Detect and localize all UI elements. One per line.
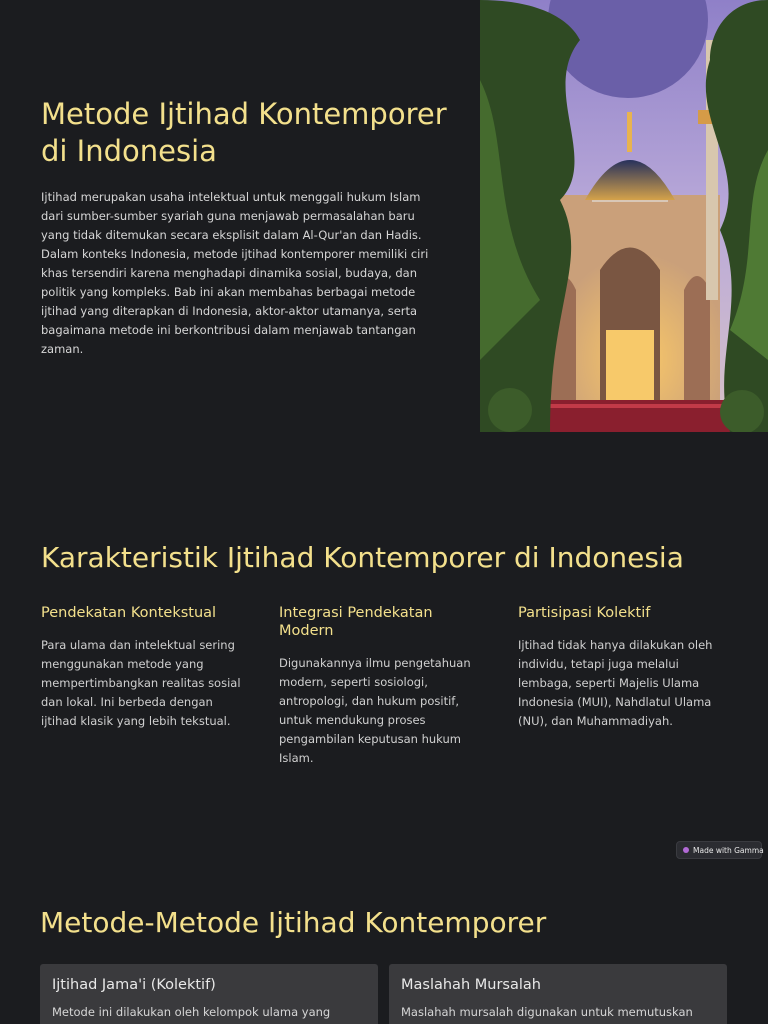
card-text: Maslahah mursalah digunakan untuk memutuskan: [401, 1005, 693, 1019]
card-title: Ijtihad Jama'i (Kolektif): [52, 977, 216, 993]
feature-contextual: [41, 604, 251, 731]
method-card-maslahah-mursalah: [389, 964, 727, 1024]
mosque-image: [480, 0, 768, 432]
feature-title: Integrasi Pendekatan Modern: [279, 605, 433, 639]
card-title: Maslahah Mursalah: [401, 977, 541, 993]
feature-title: Pendekatan Kontekstual: [41, 605, 217, 621]
gamma-logo-icon: [683, 847, 689, 853]
method-card-ijtihad-jamai: [40, 964, 378, 1024]
methods-title: Metode-Metode Ijtihad Kontemporer: [40, 906, 547, 939]
feature-text: Digunakannya ilmu pengetahuan modern, seperti sosiologi, antropologi, dan hukum positif, untuk mendukung proses pengambilan keputusan hukum Islam.: [279, 656, 471, 765]
badge-label: Made with Gamma: [693, 845, 764, 855]
feature-modern-integration: [279, 604, 479, 768]
feature-title: Partisipasi Kolektif: [518, 605, 651, 621]
characteristics-title: Karakteristik Ijtihad Kontemporer di Indonesia: [41, 541, 684, 574]
feature-text: Ijtihad tidak hanya dilakukan oleh individu, tetapi juga melalui lembaga, seperti Majelis Ulama Indonesia (MUI), Nahdlatul Ulama (NU), dan Muhammadiyah.: [518, 638, 713, 728]
made-with-gamma-badge[interactable]: [676, 841, 762, 859]
feature-collective: [518, 604, 723, 731]
intro-paragraph: Ijtihad merupakan usaha intelektual untuk menggali hukum Islam dari sumber-sumber syariah guna menjawab permasalahan baru yang tidak ditemukan secara eksplisit dalam Al-Qur'an dan Hadis. Dalam konteks Indonesia, metode ijtihad kontemporer memiliki ciri khas tersendiri karena menghadapi dinamika sosial, budaya, dan politik yang kompleks. Bab ini akan membahas berbagai metode ijtihad yang diterapkan di Indonesia, aktor-aktor utamanya, serta bagaimana metode ini berkontribusi dalam menjawab tantangan zaman.: [41, 190, 429, 356]
feature-text: Para ulama dan intelektual sering menggunakan metode yang mempertimbangkan realitas sosial dan lokal. Ini berbeda dengan ijtihad klasik yang lebih tekstual.: [41, 638, 241, 728]
page-title: Metode Ijtihad Kontemporer di Indonesia: [41, 97, 447, 168]
mosque-illustration: [480, 0, 768, 432]
card-text: Metode ini dilakukan oleh kelompok ulama yang: [52, 1005, 331, 1019]
